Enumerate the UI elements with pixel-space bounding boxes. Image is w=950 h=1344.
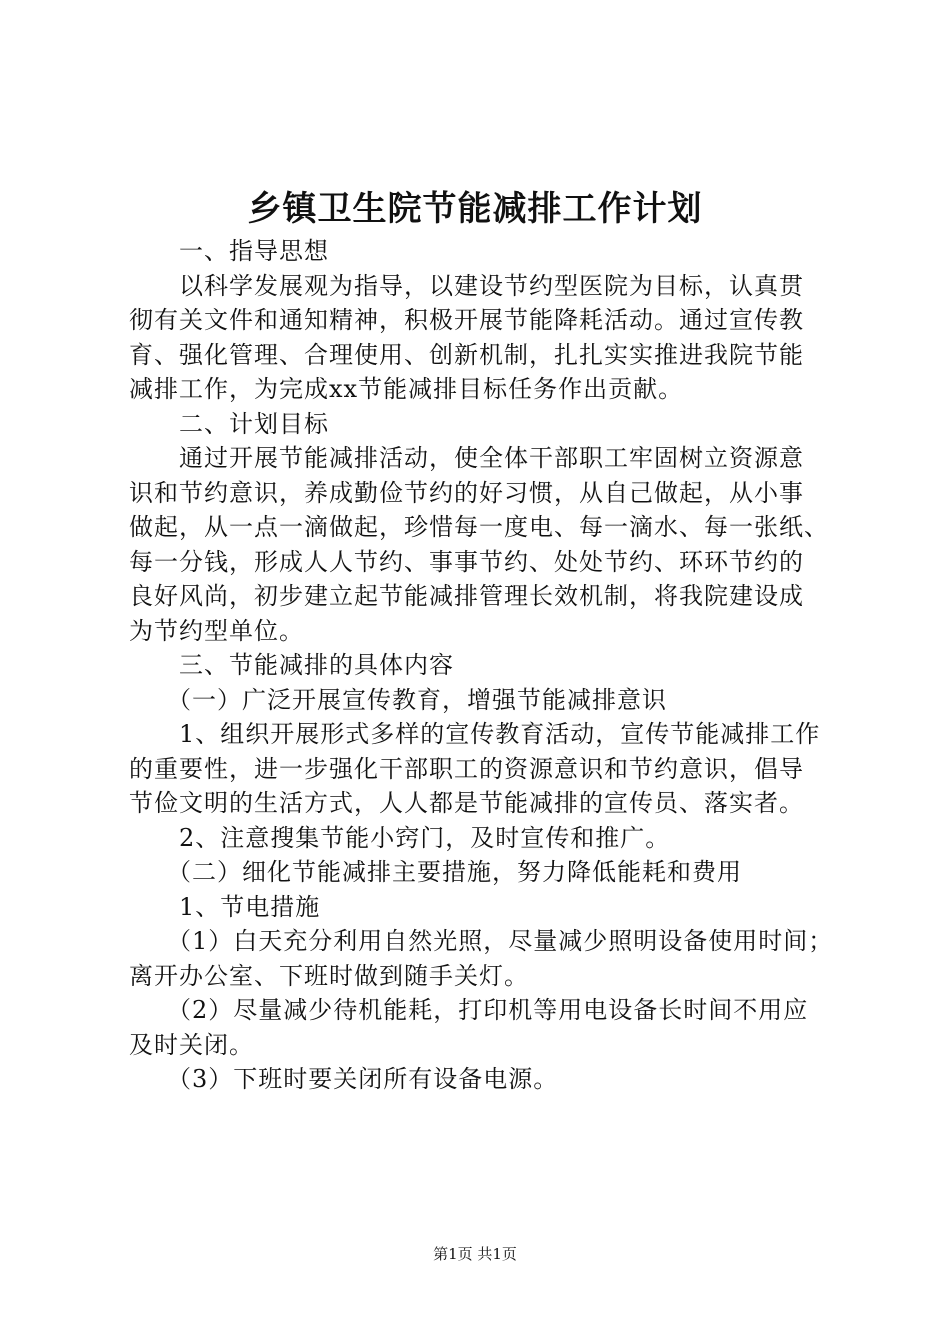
page-footer: 第1页 共1页 <box>433 1245 517 1263</box>
paragraph-line: 及时关闭。 <box>129 1030 254 1059</box>
paragraph-line: 为节约型单位。 <box>129 616 304 645</box>
paragraph-line: 良好风尚，初步建立起节能减排管理长效机制，将我院建设成 <box>129 582 804 610</box>
subsection-heading: （二）细化节能减排主要措施，努力降低能耗和费用 <box>129 858 742 886</box>
document-body <box>129 234 842 1097</box>
paragraph-line: 的重要性，进一步强化干部职工的资源意识和节约意识，倡导 <box>129 754 804 783</box>
paragraph-line: （3）下班时要关闭所有设备电源。 <box>129 1065 559 1093</box>
section-heading: 一、指导思想 <box>129 237 329 265</box>
paragraph-line: （1）白天充分利用自然光照，尽量减少照明设备使用时间； <box>129 927 834 955</box>
paragraph-line: 通过开展节能减排活动，使全体干部职工牢固树立资源意 <box>129 444 804 472</box>
paragraph-line: 以科学发展观为指导，以建设节约型医院为目标，认真贯 <box>129 271 804 300</box>
paragraph-line: 每一分钱，形成人人节约、事事节约、处处节约、环环节约的 <box>129 547 804 576</box>
paragraph-line: 彻有关文件和通知精神，积极开展节能降耗活动。通过宣传教 <box>129 306 804 334</box>
paragraph-line: 1、组织开展形式多样的宣传教育活动，宣传节能减排工作 <box>129 720 821 748</box>
paragraph-line: 离开办公室、下班时做到随手关灯。 <box>129 961 529 990</box>
paragraph-line: 2、注意搜集节能小窍门，及时宣传和推广。 <box>129 823 671 852</box>
subsection-heading: （一）广泛开展宣传教育，增强节能减排意识 <box>129 685 667 714</box>
paragraph-line: 减排工作，为完成xx节能减排目标任务作出贡献。 <box>129 375 684 403</box>
paragraph-line: （2）尽量减少待机能耗，打印机等用电设备长时间不用应 <box>129 996 809 1024</box>
document-title: 乡镇卫生院节能减排工作计划 <box>247 189 703 229</box>
paragraph-line: 节俭文明的生活方式，人人都是节能减排的宣传员、落实者。 <box>129 789 804 817</box>
paragraph-line: 做起，从一点一滴做起，珍惜每一度电、每一滴水、每一张纸、 <box>129 513 829 541</box>
section-heading: 三、节能减排的具体内容 <box>129 651 454 679</box>
paragraph-line: 育、强化管理、合理使用、创新机制，扎扎实实推进我院节能 <box>129 340 804 369</box>
paragraph-line: 识和节约意识，养成勤俭节约的好习惯，从自己做起，从小事 <box>129 478 804 507</box>
item-heading: 1、节电措施 <box>129 892 321 921</box>
section-heading: 二、计划目标 <box>129 409 329 438</box>
